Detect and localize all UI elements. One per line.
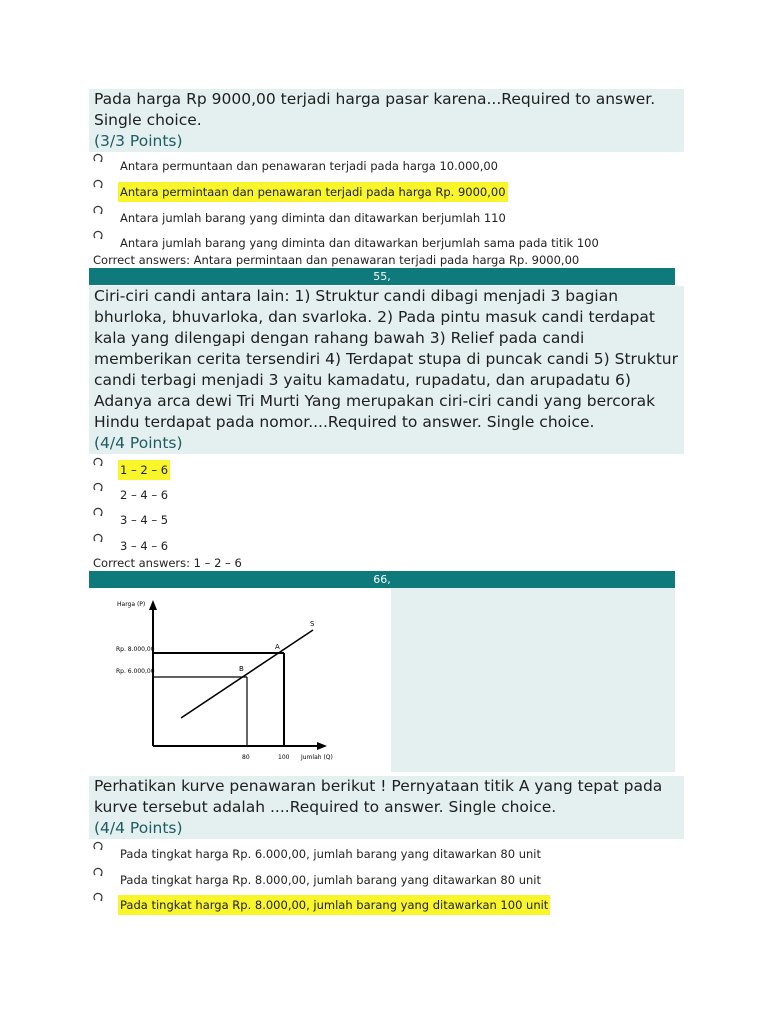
supply-curve-image	[89, 588, 391, 772]
supply-curve-label: S	[310, 620, 315, 628]
point-b-label: B	[239, 665, 244, 673]
y-axis-arrow	[149, 600, 157, 610]
supply-curve-figure	[89, 588, 391, 772]
x-axis-label: Jumlah (Q)	[301, 754, 333, 761]
radio-icon[interactable]	[93, 841, 103, 851]
question-2-points: (4/4 Points)	[89, 433, 684, 454]
x-tick-label: 100	[278, 754, 290, 761]
point-a-label: A	[275, 643, 280, 651]
radio-icon[interactable]	[93, 533, 103, 543]
q1-option-1-label: Antara permuntaan dan penawaran terjadi pada harga 10.000,00	[120, 159, 498, 173]
radio-icon[interactable]	[93, 892, 103, 902]
q1-option-2-label: Antara permintaan dan penawaran terjadi pada harga Rp. 9000,00	[118, 182, 508, 202]
x-tick-label: 80	[242, 754, 250, 761]
q2-option-1-label: 1 – 2 – 6	[118, 460, 170, 480]
q3-option-1-label: Pada tingkat harga Rp. 6.000,00, jumlah barang yang ditawarkan 80 unit	[120, 847, 542, 861]
q2-option-3-label: 3 – 4 – 5	[120, 513, 169, 527]
q1-option-3-label: Antara jumlah barang yang diminta dan ditawarkan berjumlah 110	[120, 211, 506, 225]
y-tick-label: Rp. 8.000,00	[116, 646, 155, 653]
y-tick-label: Rp. 6.000,00	[116, 668, 155, 675]
q1-correct-answer: Correct answers: Antara permintaan dan penawaran terjadi pada harga Rp. 9000,00	[93, 253, 580, 267]
y-axis-label: Harga (P)	[117, 601, 146, 608]
x-axis-arrow	[317, 742, 327, 750]
radio-icon[interactable]	[93, 867, 103, 877]
q2-option-2-label: 2 – 4 – 6	[120, 488, 169, 502]
q2-option-4-label: 3 – 4 – 6	[120, 539, 169, 553]
question-3-text: Perhatikan kurve penawaran berikut ! Pernyataan titik A yang tepat pada kurve tersebut adalah ....Required to answer. Single choice.	[89, 776, 684, 818]
q3-option-3-label: Pada tingkat harga Rp. 8.000,00, jumlah barang yang ditawarkan 100 unit	[118, 895, 550, 915]
radio-icon[interactable]	[93, 205, 103, 215]
question-2-text: Ciri-ciri candi antara lain: 1) Struktur candi dibagi menjadi 3 bagian bhurloka, bhuvarloka, dan svarloka. 2) Pada pintu masuk candi terdapat kala yang dilengapi dengan rahang bawah 3) Relief pada candi memberikan cerita tersendiri 4) Terdapat stupa di puncak candi 5) Struktur candi terbagi menjadi 3 yaitu kamadatu, rupadatu, dan arupadatu 6) Adanya arca dewi Tri Murti Yang merupakan ciri-ciri candi yang bercorak Hindu terdapat pada nomor....Required to answer. Single choice.	[89, 286, 684, 433]
radio-icon[interactable]	[93, 482, 103, 492]
q2-correct-answer: Correct answers: 1 – 2 – 6	[93, 556, 242, 570]
question-number-bar: 55,	[89, 268, 675, 285]
question-3-points: (4/4 Points)	[89, 818, 684, 839]
question-number-bar: 66,	[89, 571, 675, 588]
q3-option-2-label: Pada tingkat harga Rp. 8.000,00, jumlah barang yang ditawarkan 80 unit	[120, 873, 542, 887]
question-1-points: (3/3 Points)	[89, 131, 684, 152]
radio-icon[interactable]	[93, 507, 103, 517]
radio-icon[interactable]	[93, 179, 103, 189]
radio-icon[interactable]	[93, 457, 103, 467]
radio-icon[interactable]	[93, 153, 103, 163]
question-1-text: Pada harga Rp 9000,00 terjadi harga pasar karena...Required to answer. Single choice.	[89, 89, 684, 131]
figure-panel-background	[391, 588, 675, 772]
q1-option-4-label: Antara jumlah barang yang diminta dan ditawarkan berjumlah sama pada titik 100	[120, 236, 599, 250]
radio-icon[interactable]	[93, 230, 103, 240]
